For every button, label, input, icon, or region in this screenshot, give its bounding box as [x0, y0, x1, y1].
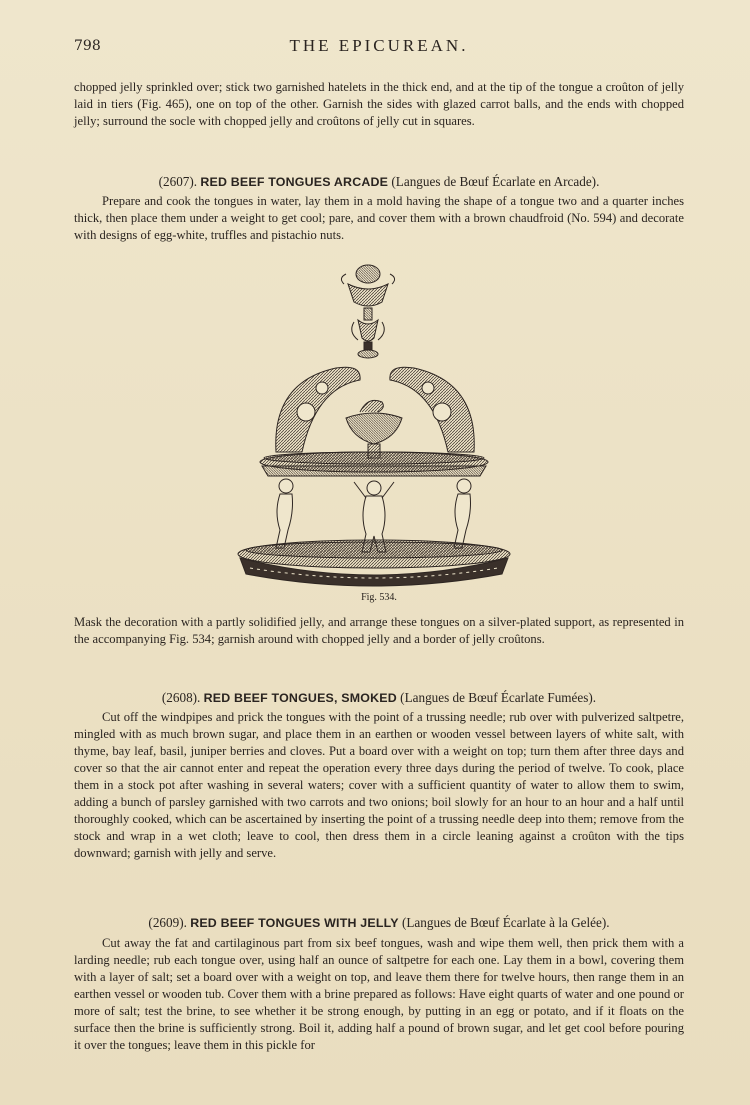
recipe-heading-2609 — [74, 915, 684, 931]
recipe-paragraph: Prepare and cook the tongues in water, lay them in a mold having the shape of a tongue two and a quarter inches thick, then place them under a weight to get cool; pare, and cover them with a brown chaudfroid (No. 594) and decorate with designs of egg-white, truffles and pistachio nuts. — [74, 194, 684, 242]
figure-534-engraving — [236, 262, 514, 592]
page-header — [74, 36, 684, 60]
finial-urn — [341, 265, 394, 358]
recipe-title-french: (Langues de Bœuf Écarlate Fumées). — [400, 690, 597, 705]
recipe-heading-2607 — [74, 174, 684, 190]
recipe-paragraph: Cut off the windpipes and prick the tongues with the point of a trussing needle; rub over with pulverized saltpetre, mingled with as much brown sugar, and place them in an earthen or wooden vessel between layers of white salt, with thyme, bay leaf, basil, juniper berries and cloves. Put a board over with a weight on top; turn them after three days and cover so that the air cannot enter and repeat the operation every three days during the period of twelve. To cook, place them in a stock pot after washing in several waters; cover with a sufficient quantity of water to allow them to swim, adding a bunch of parsley garnished with two carrots and two onions; boil slowly for an hour to an hour and a half until thoroughly cooked, which can be ascertained by inserting the point of a trussing needle deep into them; remove from the stock and wrap in a wet cloth; leave to cool, then dress them in a circle leaning against a croûton with the tips downward; garnish with jelly and serve. — [74, 710, 684, 860]
recipe-title-english: RED BEEF TONGUES WITH JELLY — [190, 916, 399, 930]
upper-tray — [260, 452, 488, 476]
recipe-number: (2609). — [148, 915, 187, 930]
recipe-title-french: (Langues de Bœuf Écarlate à la Gelée). — [401, 915, 610, 930]
intro-paragraph: chopped jelly sprinkled over; stick two garnished hatelets in the thick end, and at the tip of the tongue a croûton of jelly laid in tiers (Fig. 465), one on top of the other. Garnish the sides with glazed carrot balls, and the ends with chopped jelly; surround the socle with chopped jelly and croûtons of jelly cut in squares. — [74, 80, 684, 128]
recipe-number: (2608). — [161, 690, 201, 705]
figure-caption: Fig. 534. — [361, 592, 397, 603]
recipe-number: (2607). — [158, 174, 198, 189]
recipe-title-english: RED BEEF TONGUES ARCADE — [200, 175, 389, 189]
ornate-base — [238, 540, 510, 586]
tongue-support-illustration — [236, 262, 514, 592]
recipe-paragraph: Cut away the fat and cartilaginous part from six beef tongues, wash and wipe them well, then prick them with a larding needle; rub each tongue over, using half an ounce of saltpetre for each one. Lay them in a bowl, covering them with a layer of salt; set a board over with a weight on top, and leave them there for twelve hours, then range them in an earthen vessel or wooden tub. Cover them with a brine prepared as follows: Have eight quarts of water and one pound or more of salt; test the brine, to see whether it be strong enough, by putting in an egg or potato, and if it floats on the surface then the brine is sufficiently strong. Boil it, adding half a pound of brown sugar, and let get cool before pouring it over the tongues; leave them in this pickle for — [74, 936, 684, 1052]
recipe-paragraph: Mask the decoration with a partly solidified jelly, and arrange these tongues on a silver-plated support, as represented in the accompanying Fig. 534; garnish around with chopped jelly and a border of jelly croûtons. — [74, 615, 684, 646]
page-number: 798 — [74, 38, 101, 54]
recipe-title-french: (Langues de Bœuf Écarlate en Arcade). — [391, 174, 600, 189]
running-title: THE EPICUREAN. — [289, 36, 469, 55]
recipe-title-english: RED BEEF TONGUES, SMOKED — [203, 691, 397, 705]
center-basket — [346, 400, 402, 458]
recipe-heading-2608 — [74, 690, 684, 706]
